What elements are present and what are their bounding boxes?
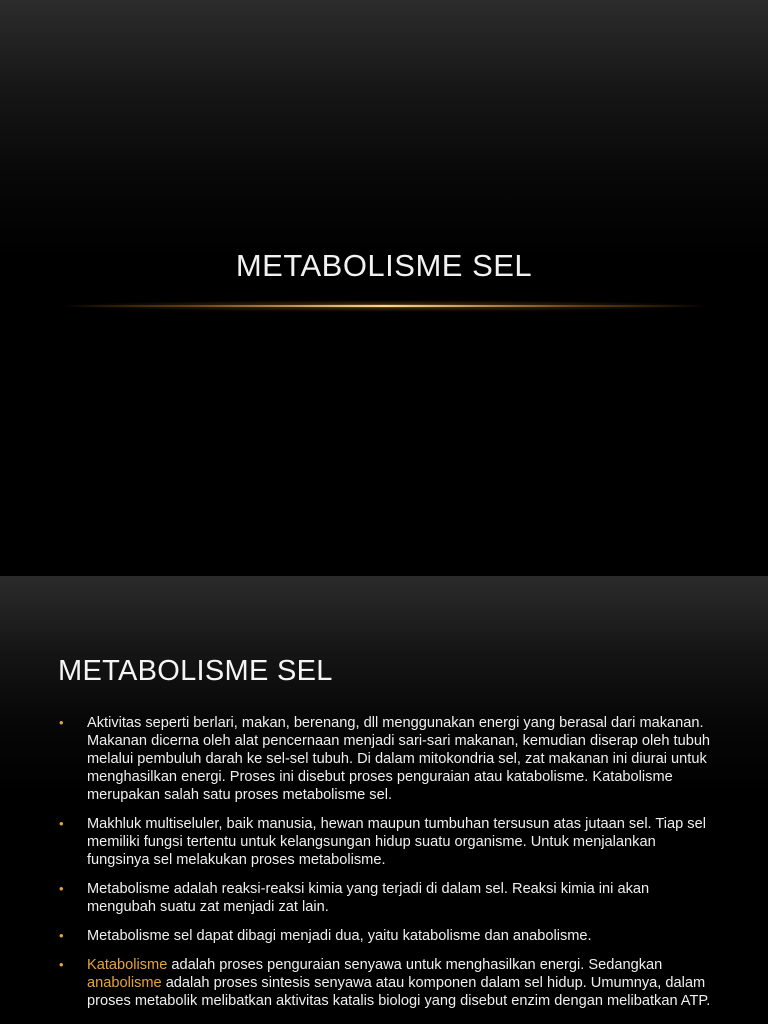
- bullet-text: Makhluk multiseluler, baik manusia, hewan maupun tumbuhan tersusun atas jutaan sel. Tiap sel memiliki fungsi tertentu untuk kelangsungan hidup suatu organisme. Untuk menjalankan fungsinya sel melakukan proses metabolisme.: [87, 816, 706, 868]
- bullet-text: adalah proses sintesis senyawa atau komponen dalam sel hidup. Umumnya, dalam proses metabolik melibatkan aktivitas katalis biologi yang disebut enzim dengan melibatkan ATP.: [87, 975, 711, 1009]
- bullet-text: adalah proses penguraian senyawa untuk menghasilkan energi. Sedangkan: [167, 957, 663, 973]
- highlight-term-anabolisme: anabolisme: [87, 975, 162, 991]
- bullet-text: Metabolisme sel dapat dibagi menjadi dua, yaitu katabolisme dan anabolisme.: [87, 928, 592, 944]
- bullet-dot-icon: •: [59, 715, 64, 730]
- bullet-dot-icon: •: [59, 816, 64, 831]
- bullet-list: [59, 714, 719, 1021]
- highlight-term-katabolisme: Katabolisme: [87, 957, 168, 973]
- bullet-item: [59, 880, 719, 916]
- content-slide-title: METABOLISME SEL: [58, 655, 333, 687]
- title-underline-decoration: [60, 305, 708, 307]
- slide-title: METABOLISME SEL: [235, 248, 533, 283]
- bullet-dot-icon: •: [59, 928, 64, 943]
- bullet-item: [59, 714, 719, 804]
- bullet-text: Aktivitas seperti berlari, makan, berenang, dll menggunakan energi yang berasal dari makanan. Makanan dicerna oleh alat pencernaan menjadi sari-sari makanan, kemudian diserap oleh tubuh melalui pembuluh darah ke sel-sel tubuh. Di dalam mitokondria sel, zat makanan ini diurai untuk menghasilkan energi. Proses ini disebut proses penguraian atau katabolisme. Katabolisme merupakan salah satu proses metabolisme sel.: [87, 715, 711, 803]
- bullet-item: [59, 815, 719, 869]
- bullet-item: [59, 956, 719, 1010]
- bullet-item: [59, 927, 719, 945]
- bullet-text: Metabolisme adalah reaksi-reaksi kimia yang terjadi di dalam sel. Reaksi kimia ini akan mengubah suatu zat menjadi zat lain.: [87, 881, 650, 915]
- bullet-dot-icon: •: [59, 957, 64, 972]
- bullet-dot-icon: •: [59, 881, 64, 896]
